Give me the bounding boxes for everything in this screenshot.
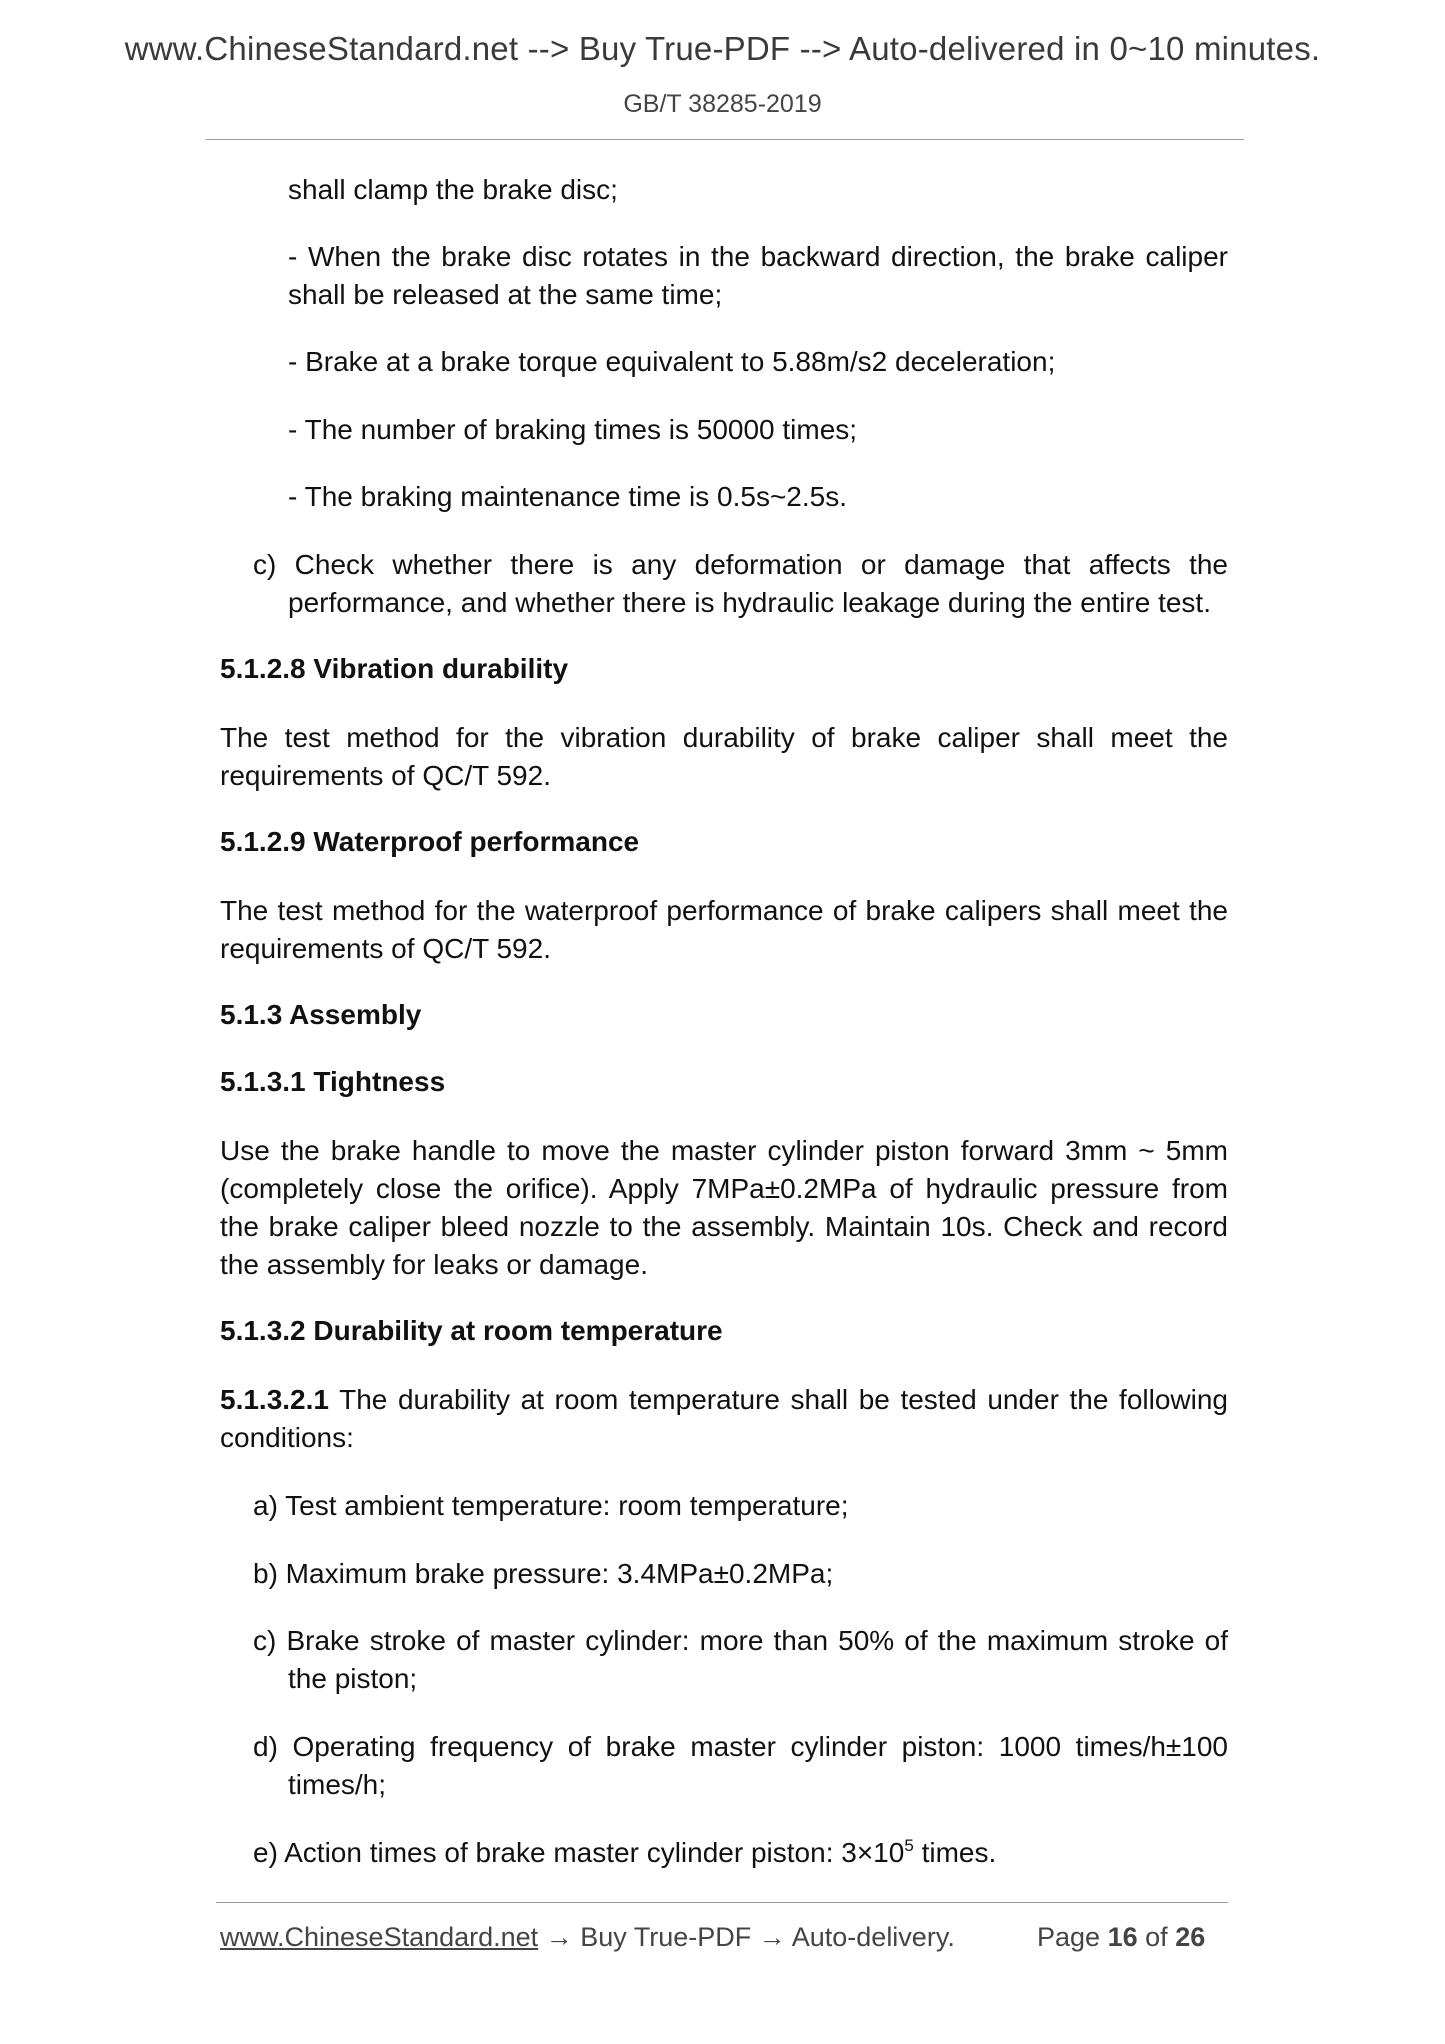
item-e-suffix: times. <box>913 1837 997 1868</box>
clause-number: 5.1.3.2.1 <box>220 1384 329 1415</box>
paragraph-backward-rotation: - When the brake disc rotates in the backward direction, the brake caliper shall be released at the same time; <box>288 241 1228 310</box>
heading-durability-room-temp: 5.1.3.2 Durability at room temperature <box>220 1315 723 1346</box>
top-banner: www.ChineseStandard.net --> Buy True-PDF --> Auto-delivered in 0~10 minutes. <box>124 30 1321 67</box>
page-indicator <box>1037 1922 1205 1953</box>
paragraph-waterproof: The test method for the waterproof performance of brake calipers shall meet the requirements of QC/T 592. <box>220 895 1228 964</box>
paragraph-vibration: The test method for the vibration durability of brake caliper shall meet the requirements of QC/T 592. <box>220 722 1228 791</box>
list-item-a: a) Test ambient temperature: room temperature; <box>253 1490 849 1521</box>
heading-waterproof: 5.1.2.9 Waterproof performance <box>220 826 640 857</box>
footer-tagline: → Buy True-PDF → Auto-delivery. <box>538 1922 955 1952</box>
list-item-d-frequency: d) Operating frequency of brake master cylinder piston: 1000 times/h±100 times/h; <box>253 1731 1228 1800</box>
paragraph-brake-torque: - Brake at a brake torque equivalent to 5.88m/s2 deceleration; <box>288 346 1056 377</box>
clause-text: The durability at room temperature shall be tested under the following conditions: <box>220 1384 1229 1453</box>
footer-links <box>220 1922 955 1953</box>
paragraph-tightness: Use the brake handle to move the master cylinder piston forward 3mm ~ 5mm (completely close the orifice). Apply 7MPa±0.2MPa of hydraulic pressure from the brake caliper bleed nozzle to the assembly. Maintain 10s. Check and record the assembly for leaks or damage. <box>220 1135 1228 1280</box>
footer-divider <box>216 1902 1228 1903</box>
list-item-b: b) Maximum brake pressure: 3.4MPa±0.2MPa; <box>253 1558 834 1589</box>
item-e-exponent: 5 <box>904 1836 914 1855</box>
page-current: 16 <box>1107 1922 1138 1952</box>
standard-code: GB/T 38285-2019 <box>623 90 822 118</box>
paragraph-clamp: shall clamp the brake disc; <box>288 174 618 205</box>
page-total: 26 <box>1175 1922 1206 1952</box>
paragraph-braking-times: - The number of braking times is 50000 times; <box>288 414 858 445</box>
item-e-text: e) Action times of brake master cylinder piston: 3×10 <box>253 1837 905 1868</box>
page-label: Page <box>1037 1922 1101 1952</box>
heading-assembly: 5.1.3 Assembly <box>220 999 422 1030</box>
list-item-e-action-times <box>253 1834 1228 1876</box>
of-label: of <box>1145 1922 1168 1952</box>
heading-tightness: 5.1.3.1 Tightness <box>220 1066 446 1097</box>
header-divider <box>206 139 1244 140</box>
paragraph-maintenance-time: - The braking maintenance time is 0.5s~2.5s. <box>288 481 848 512</box>
heading-vibration-durability: 5.1.2.8 Vibration durability <box>220 653 569 684</box>
paragraph-durability-conditions <box>220 1381 1228 1457</box>
list-item-c-stroke: c) Brake stroke of master cylinder: more than 50% of the maximum stroke of the piston; <box>253 1625 1228 1694</box>
list-item-c-check: c) Check whether there is any deformation or damage that affects the performance, and whether there is hydraulic leakage during the entire test. <box>253 549 1228 618</box>
footer-site-link[interactable]: www.ChineseStandard.net <box>220 1922 539 1952</box>
